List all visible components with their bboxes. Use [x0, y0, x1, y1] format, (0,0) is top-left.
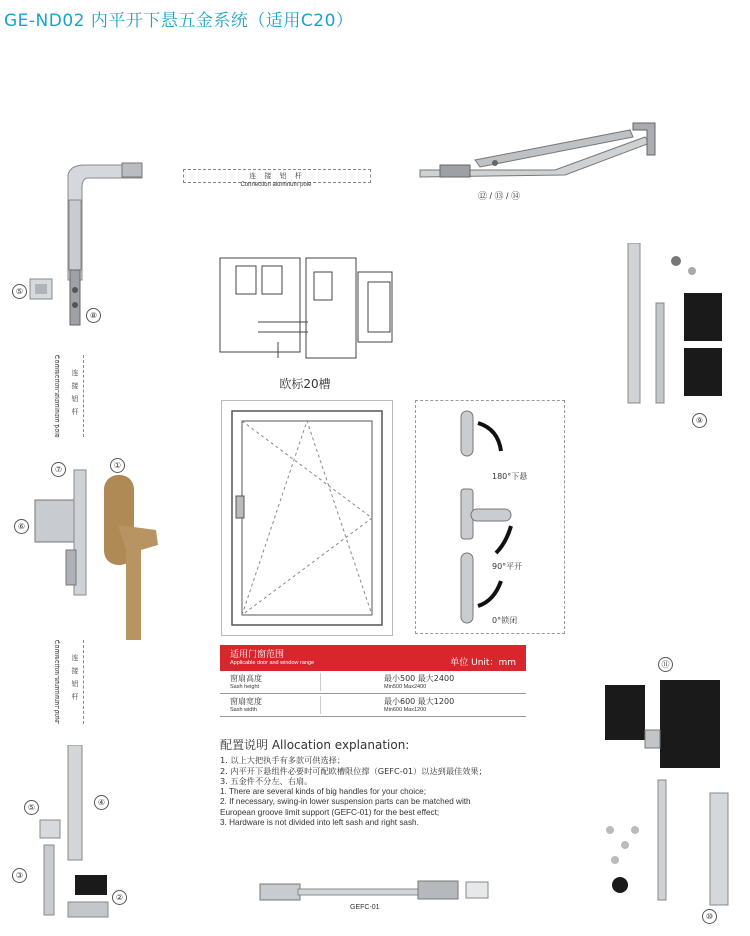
arm-part-numbers: ⑫ / ⑬ / ⑭: [478, 191, 521, 201]
position-label-0: 0°锁闭: [492, 616, 518, 625]
stay-arm-image: [415, 115, 665, 185]
page-title: GE-ND02 内平开下悬五金系统（适用C20）: [4, 11, 354, 31]
connection-pole-vertical-1: [53, 355, 84, 439]
gefc-label: GEFC-01: [350, 904, 380, 911]
range-row: [220, 694, 526, 717]
range-label-en: Sash height: [230, 684, 260, 690]
handle-rotation-box: [415, 400, 565, 634]
range-label-cn: 窗扇高度: [230, 674, 262, 683]
connection-pole-vertical-2: [53, 640, 84, 724]
part-number-3: ③: [12, 868, 27, 883]
position-label-180: 180°下悬: [492, 472, 528, 481]
part-number-7: ⑦: [51, 462, 66, 477]
black-hinge-image: [600, 675, 730, 775]
part-number-9: ⑨: [692, 413, 707, 428]
allocation-line: 3. Hardware is not divided into left sash and right sash.: [220, 818, 419, 827]
allocation-title: 配置说明 Allocation explanation:: [220, 738, 410, 752]
part-number-10: ⑩: [702, 909, 717, 924]
pole-vertical-en-2: Connection aluminum pole: [53, 640, 59, 724]
gefc-support-image: [258, 876, 493, 904]
row-divider: [320, 673, 321, 691]
handle-rotation-drawing: [416, 401, 564, 633]
allocation-line: 1. 以上大把执手有多款可供选择；: [220, 755, 346, 765]
range-unit: 单位 Unit：mm: [450, 658, 516, 668]
position-label-90: 90°平开: [492, 562, 523, 571]
connection-pole-box: 连 接 铝 杆: [183, 169, 371, 183]
row-divider: [320, 696, 321, 714]
keeper-image: [28, 276, 54, 302]
gold-handle-image: [96, 470, 166, 645]
range-value-en: Min500 Max2400: [384, 684, 427, 690]
part-number-5b: ⑤: [24, 800, 39, 815]
range-value-cn: 最小500 最大2400: [384, 674, 455, 683]
allocation-line: 2. 内平开下悬组件必要时可配欧槽限位撑（GEFC-01）以达到最佳效果；: [220, 765, 487, 776]
screws-and-strip-image: [590, 775, 740, 910]
window-diagram: [221, 400, 393, 636]
allocation-line: 1. There are several kinds of big handles for your choice;: [220, 786, 427, 796]
pole-vertical-en: Connection aluminum pole: [53, 355, 59, 439]
allocation-line: European groove limit support (GEFC-01) for the best effect;: [220, 807, 440, 817]
hinge-kit-image: [626, 243, 726, 408]
part-number-1: ①: [110, 458, 125, 473]
range-table-header: [220, 645, 526, 671]
part-number-5: ⑤: [12, 284, 27, 299]
part-number-11: ⑪: [658, 657, 673, 672]
range-label-en: Sash width: [230, 707, 257, 713]
part-number-8: ⑧: [86, 308, 101, 323]
profile-label: 欧标20槽: [279, 377, 331, 391]
range-title-cn: 适用门窗范围: [230, 650, 285, 660]
part-number-4: ④: [94, 795, 109, 810]
range-row: [220, 671, 526, 694]
range-value-en: Min600 Max1200: [384, 707, 427, 713]
window-sash-drawing: [222, 401, 392, 635]
range-title-en: Applicable door and window range: [230, 660, 315, 666]
allocation-line: 3. 五金件不分左、右扇。: [220, 776, 313, 786]
range-table: [220, 645, 526, 717]
connection-pole-label: Connection aluminum pole: [240, 182, 312, 188]
lock-keeper-image: [30, 465, 90, 600]
profile-section-image: [218, 252, 403, 364]
pole-vertical-cn-2: 连接铝杆: [71, 654, 79, 706]
part-number-6: ⑥: [14, 519, 29, 534]
corner-drive-image: [60, 160, 150, 335]
part-number-2: ②: [112, 890, 127, 905]
allocation-section: [220, 736, 540, 829]
allocation-line: 2. If necessary, swing-in lower suspension parts can be matched with: [220, 797, 471, 806]
range-value-cn: 最小600 最大1200: [384, 697, 455, 706]
range-label-cn: 窗扇宽度: [230, 697, 262, 706]
pole-vertical-cn: 连接铝杆: [71, 369, 79, 421]
